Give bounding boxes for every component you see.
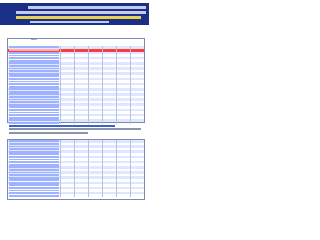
col-4	[88, 39, 102, 46]
row-value	[116, 194, 130, 197]
header-footer-line	[30, 21, 109, 23]
col-2	[60, 39, 74, 46]
col-3	[74, 39, 88, 46]
row-label	[9, 88, 59, 90]
row-label	[9, 112, 59, 114]
row-value	[130, 194, 144, 197]
col-name: Name	[31, 39, 37, 41]
col-7	[130, 39, 144, 46]
row-label	[9, 106, 59, 108]
row-label	[9, 148, 59, 150]
row-label	[9, 60, 59, 62]
row-label	[9, 140, 59, 142]
row-label	[9, 172, 59, 174]
row-label	[9, 86, 59, 88]
row-label	[9, 190, 59, 192]
table-row	[8, 194, 144, 197]
row-label	[9, 75, 59, 77]
row-label	[9, 73, 59, 75]
row-label	[9, 156, 59, 158]
row-label	[9, 96, 59, 98]
row-label	[9, 146, 59, 148]
row-label	[9, 151, 59, 153]
note-line	[9, 125, 115, 127]
row-label	[9, 46, 59, 48]
row-label	[9, 184, 59, 186]
row-label	[9, 174, 59, 176]
row-label	[9, 93, 59, 95]
row-label	[9, 109, 59, 111]
summary-table-header	[8, 39, 144, 46]
note-line	[9, 128, 141, 130]
row-label	[9, 104, 59, 106]
row-value	[74, 194, 88, 197]
col-5	[102, 39, 116, 46]
summary-table-body	[8, 46, 144, 124]
row-label	[9, 169, 59, 171]
row-label	[9, 49, 59, 51]
row-label	[9, 101, 59, 103]
row-label	[9, 182, 59, 184]
row-label	[9, 52, 59, 54]
row-label	[9, 114, 59, 116]
row-label	[9, 65, 59, 67]
row-label	[9, 70, 59, 72]
analysis-note	[9, 124, 141, 137]
row-label	[9, 177, 59, 179]
row-label	[9, 78, 59, 80]
row-label	[9, 159, 59, 161]
row-label	[9, 81, 59, 83]
header-subtitle-line	[16, 11, 146, 14]
row-value	[88, 194, 102, 197]
row-label	[9, 91, 59, 93]
col-6	[116, 39, 130, 46]
row-label	[9, 83, 59, 85]
detail-table	[7, 139, 145, 200]
row-label	[9, 62, 59, 64]
detail-table-body	[8, 140, 144, 197]
row-label	[9, 119, 59, 121]
row-label	[9, 161, 59, 163]
document-header	[0, 3, 149, 25]
row-label	[9, 117, 59, 119]
row-value	[60, 194, 74, 197]
header-title-line	[28, 6, 146, 9]
row-label	[9, 55, 59, 57]
row-label	[9, 57, 59, 59]
row-label	[9, 187, 59, 189]
row-value	[102, 194, 116, 197]
row-label	[9, 153, 59, 155]
row-label	[9, 99, 59, 101]
row-label	[9, 68, 59, 70]
header-highlight-line	[16, 16, 141, 19]
row-label	[9, 179, 59, 181]
row-label	[9, 143, 59, 145]
row-label	[9, 192, 59, 194]
note-line	[9, 132, 88, 134]
row-label	[9, 166, 59, 168]
row-label	[9, 164, 59, 166]
summary-table	[7, 38, 145, 123]
row-label	[9, 195, 59, 197]
